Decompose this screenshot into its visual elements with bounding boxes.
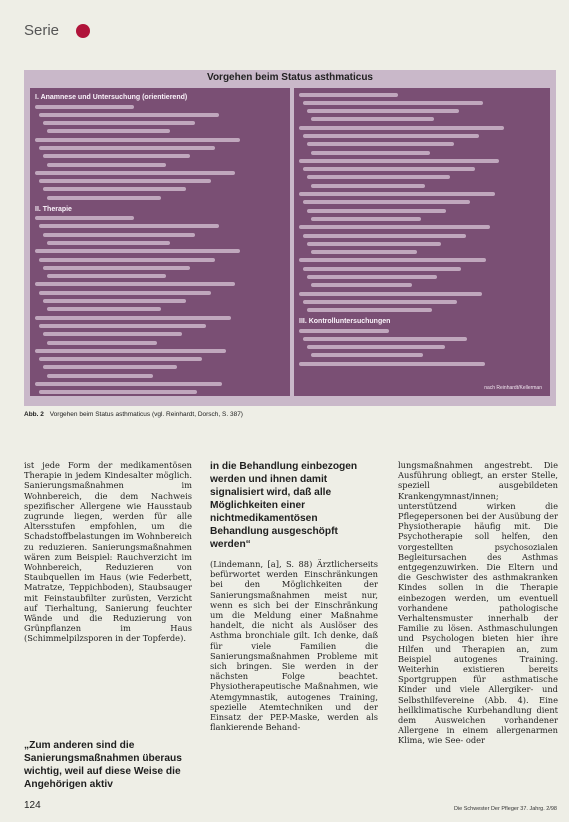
illegible-line <box>35 331 285 339</box>
illegible-text-block <box>35 103 285 203</box>
illegible-line-bar <box>307 308 432 312</box>
illegible-line-bar <box>43 332 182 336</box>
illegible-line <box>299 166 545 174</box>
section-heading-anamnese: I. Anamnese und Untersuchung (orientierend) <box>35 94 188 101</box>
illegible-line <box>299 132 545 140</box>
illegible-line-bar <box>39 357 202 361</box>
illegible-line-bar <box>39 224 219 228</box>
illegible-line-bar <box>299 93 398 97</box>
illegible-line-bar <box>307 175 450 179</box>
illegible-line <box>35 389 285 396</box>
illegible-line <box>35 273 285 281</box>
illegible-line-bar <box>311 184 425 188</box>
illegible-line <box>299 344 545 352</box>
illegible-line <box>299 191 545 199</box>
illegible-line <box>299 157 545 165</box>
illegible-line-bar <box>35 349 226 353</box>
illegible-line-bar <box>299 225 490 229</box>
illegible-line-bar <box>47 241 170 245</box>
illegible-line-bar <box>35 249 240 253</box>
illegible-line-bar <box>39 324 206 328</box>
illegible-line-bar <box>311 117 434 121</box>
illegible-line <box>299 232 545 240</box>
pull-quote-middle: in die Behandlung einbezogen werden und ihnen damit signalisiert wird, daß alle Möglichkeiten einer nichtmedikamentösen Behandlung ausgeschöpft werden“ <box>210 461 358 550</box>
illegible-line <box>35 339 285 347</box>
illegible-line-bar <box>303 167 475 171</box>
article-column-right <box>398 460 558 746</box>
illegible-line-bar <box>299 258 486 262</box>
illegible-line <box>35 103 285 111</box>
illegible-line-bar <box>307 109 459 113</box>
illegible-line <box>35 128 285 136</box>
illegible-line <box>299 215 545 223</box>
illegible-line-bar <box>43 121 195 125</box>
illegible-line-bar <box>311 250 417 254</box>
illegible-line-bar <box>47 129 170 133</box>
illegible-line-bar <box>47 163 166 167</box>
page-number: 124 <box>24 800 41 811</box>
illegible-line <box>35 248 285 256</box>
illegible-line-bar <box>307 345 445 349</box>
illegible-line-bar <box>299 126 504 130</box>
illegible-line <box>35 256 285 264</box>
illegible-line-bar <box>43 187 186 191</box>
illegible-line <box>35 144 285 152</box>
illegible-line-bar <box>47 274 166 278</box>
illegible-line <box>35 314 285 322</box>
illegible-line <box>35 298 285 306</box>
illegible-line <box>35 161 285 169</box>
illegible-line <box>35 169 285 177</box>
illegible-line-bar <box>35 282 235 286</box>
caption-label: Abb. 2 <box>24 411 44 418</box>
illegible-line <box>35 364 285 372</box>
illegible-line-bar <box>39 291 211 295</box>
caption-text: Vorgehen beim Status asthmaticus (vgl. Reinhardt, Dorsch, S. 387) <box>49 411 243 418</box>
illegible-line-bar <box>307 209 446 213</box>
body-paragraph: ist jede Form der medikamentösen Therapie in jedem Kindesalter möglich. Sanierungsmaßnahmen im Wohnbereich, die dem Nachweis spezifischer Allergene wie Hausstaub zugrunde liegen, werden für alle Altersstufen empfohlen, um die Schadstoffbelastungen im Wohnbereich zu reduzieren. Sanierungsmaßnahmen wären zum Beispiel: Rauchverzicht im Wohnbereich, Reduzieren von Staubquellen im Haus (wie Federbett, Matratze, Teppichboden), Staubsauger mit Feinstaubfilter zurüsten, Verzicht auf Tierhaltung, Sanierung feuchter Wände und die Reduzierung von Grünpflanzen im Haus (Schimmelpilzsporen in der Topferde). <box>24 460 192 644</box>
status-asthmaticus-figure <box>24 70 556 406</box>
illegible-line <box>299 290 545 298</box>
figure-panel-right <box>294 88 550 396</box>
illegible-line-bar <box>35 105 134 109</box>
illegible-line-bar <box>303 234 466 238</box>
illegible-line <box>35 231 285 239</box>
illegible-line <box>299 91 545 99</box>
illegible-line-bar <box>299 362 485 366</box>
illegible-line <box>299 182 545 190</box>
illegible-line-bar <box>43 266 190 270</box>
illegible-line <box>35 223 285 231</box>
figure-caption <box>24 411 243 418</box>
illegible-line <box>299 282 545 290</box>
illegible-line <box>299 249 545 257</box>
series-dot-icon <box>76 24 90 38</box>
illegible-line-bar <box>47 307 161 311</box>
illegible-line <box>35 381 285 389</box>
article-column-left <box>24 460 192 644</box>
illegible-line-bar <box>35 171 235 175</box>
illegible-line <box>35 322 285 330</box>
illegible-line-bar <box>299 192 495 196</box>
illegible-line <box>299 108 545 116</box>
illegible-line <box>299 124 545 132</box>
illegible-line-bar <box>299 292 482 296</box>
figure-title: Vorgehen beim Status asthmaticus <box>207 72 373 83</box>
illegible-line <box>35 111 285 119</box>
illegible-line-bar <box>311 217 421 221</box>
illegible-line-bar <box>311 283 412 287</box>
illegible-line-bar <box>39 146 215 150</box>
section-heading-kontrolluntersuchungen: III. Kontrolluntersuchungen <box>299 318 391 326</box>
illegible-line-bar <box>47 196 161 200</box>
illegible-line-bar <box>303 337 467 341</box>
illegible-text-block <box>299 327 545 368</box>
illegible-line <box>299 298 545 306</box>
illegible-line <box>35 372 285 380</box>
illegible-line <box>35 178 285 186</box>
illegible-line-bar <box>311 353 423 357</box>
illegible-line-bar <box>43 365 177 369</box>
illegible-line <box>299 199 545 207</box>
illegible-line-bar <box>39 258 215 262</box>
illegible-line <box>35 186 285 194</box>
illegible-line-bar <box>303 300 457 304</box>
body-paragraph: (Lindemann, [a], S. 88) Ärztlicherseits befürwortet werden Einschränkungen bei den Möglichkeiten der Sanierungsmaßnahmen meist nur, wenn es sich bei der Einschränkung um die Meldung einer Maßnahme handelt, die nicht als Auslöser des Asthma bronchiale gilt. Ich denke, daß für viele Familien die Sanierungsmaßnahmen Probleme mit sich bringen. Sie werden in der nächsten Folge beachtet. Physiotherapeutische Maßnahmen, wie Atemgymnastik, autogenes Training, spezielle Atemtechniken und der Einsatz der PEP-Maske, werden als flankierende Behand- <box>210 559 378 733</box>
illegible-line-bar <box>39 390 197 394</box>
illegible-line-bar <box>35 316 231 320</box>
illegible-line-bar <box>299 159 499 163</box>
section-heading-therapie: II. Therapie <box>35 205 72 213</box>
illegible-line <box>299 174 545 182</box>
figure-panel-left <box>30 88 290 396</box>
illegible-line-bar <box>43 233 195 237</box>
illegible-line <box>299 141 545 149</box>
journal-reference: Die Schwester Der Pfleger 37. Jahrg. 2/98 <box>453 806 557 812</box>
illegible-line-bar <box>47 374 153 378</box>
illegible-line <box>299 224 545 232</box>
illegible-line-bar <box>35 382 222 386</box>
illegible-line <box>299 307 545 315</box>
article-column-middle <box>210 460 378 732</box>
illegible-line <box>299 327 545 335</box>
illegible-line <box>35 239 285 247</box>
illegible-line-bar <box>307 242 441 246</box>
pull-quote-left: „Zum anderen sind die Sanierungsmaßnahmen überaus wichtig, weil auf diese Weise die Angehörigen aktiv <box>24 740 182 790</box>
illegible-line <box>299 265 545 273</box>
illegible-line-bar <box>303 267 461 271</box>
illegible-line-bar <box>299 329 389 333</box>
illegible-line-bar <box>311 151 430 155</box>
illegible-line <box>35 289 285 297</box>
illegible-text-block <box>35 215 285 396</box>
series-header <box>24 22 124 44</box>
illegible-line <box>35 215 285 223</box>
illegible-line <box>299 207 545 215</box>
series-label: Serie <box>24 22 60 39</box>
illegible-line-bar <box>43 299 186 303</box>
illegible-line <box>35 120 285 128</box>
illegible-line-bar <box>303 134 479 138</box>
illegible-line <box>299 116 545 124</box>
illegible-line-bar <box>307 275 437 279</box>
illegible-line-bar <box>47 341 157 345</box>
illegible-line <box>299 99 545 107</box>
figure-credit: nach Reinhardt/Kellerman <box>484 384 542 391</box>
illegible-line-bar <box>303 200 470 204</box>
illegible-line <box>299 352 545 360</box>
illegible-line-bar <box>303 101 483 105</box>
illegible-text-block <box>299 91 545 315</box>
illegible-line <box>35 347 285 355</box>
illegible-line <box>299 240 545 248</box>
illegible-line-bar <box>43 154 190 158</box>
illegible-line-bar <box>35 216 134 220</box>
illegible-line <box>35 306 285 314</box>
illegible-line-bar <box>307 142 454 146</box>
illegible-line <box>299 149 545 157</box>
illegible-line-bar <box>35 138 240 142</box>
illegible-line <box>299 360 545 368</box>
illegible-line <box>35 194 285 202</box>
illegible-line-bar <box>39 179 211 183</box>
illegible-line <box>35 281 285 289</box>
illegible-line <box>35 264 285 272</box>
illegible-line <box>35 153 285 161</box>
illegible-line <box>35 356 285 364</box>
illegible-line <box>299 257 545 265</box>
illegible-line <box>299 274 545 282</box>
body-paragraph: lungsmaßnahmen angestrebt. Die Ausführung obliegt, an erster Stelle, speziell ausgebildeten Krankengymnast/innen; unterstützend wirken die Pflegepersonen bei der Ausübung der Physiotherapie häufig mit. Die Psychotherapie soll helfen, den vorgestellten psychosozialen Begleitursachen des Asthmas entgegenzuwirken. Die Eltern und die Geschwister des asthmakranken Kindes sollen in die Therapie einbezogen werden, um eventuell vorhandene pathologische Verhaltensmuster innerhalb der Familie zu lösen. Asthmaschulungen und Psychologen bieten hier ihre Hilfen und Therapien an, zum Beispiel autogenes Training. Weiterhin existieren bereits Sportgruppen für asthmatische Kinder und viele Allergiker- und Selbsthilfevereine (Abb. 4). Eine heilklimatische Kurbehandlung dient dem Ausweichen vorhandener Allergene in einem allergenarmen Klima, wie See- oder <box>398 460 558 746</box>
illegible-line-bar <box>39 113 219 117</box>
illegible-line <box>299 335 545 343</box>
illegible-line <box>35 136 285 144</box>
